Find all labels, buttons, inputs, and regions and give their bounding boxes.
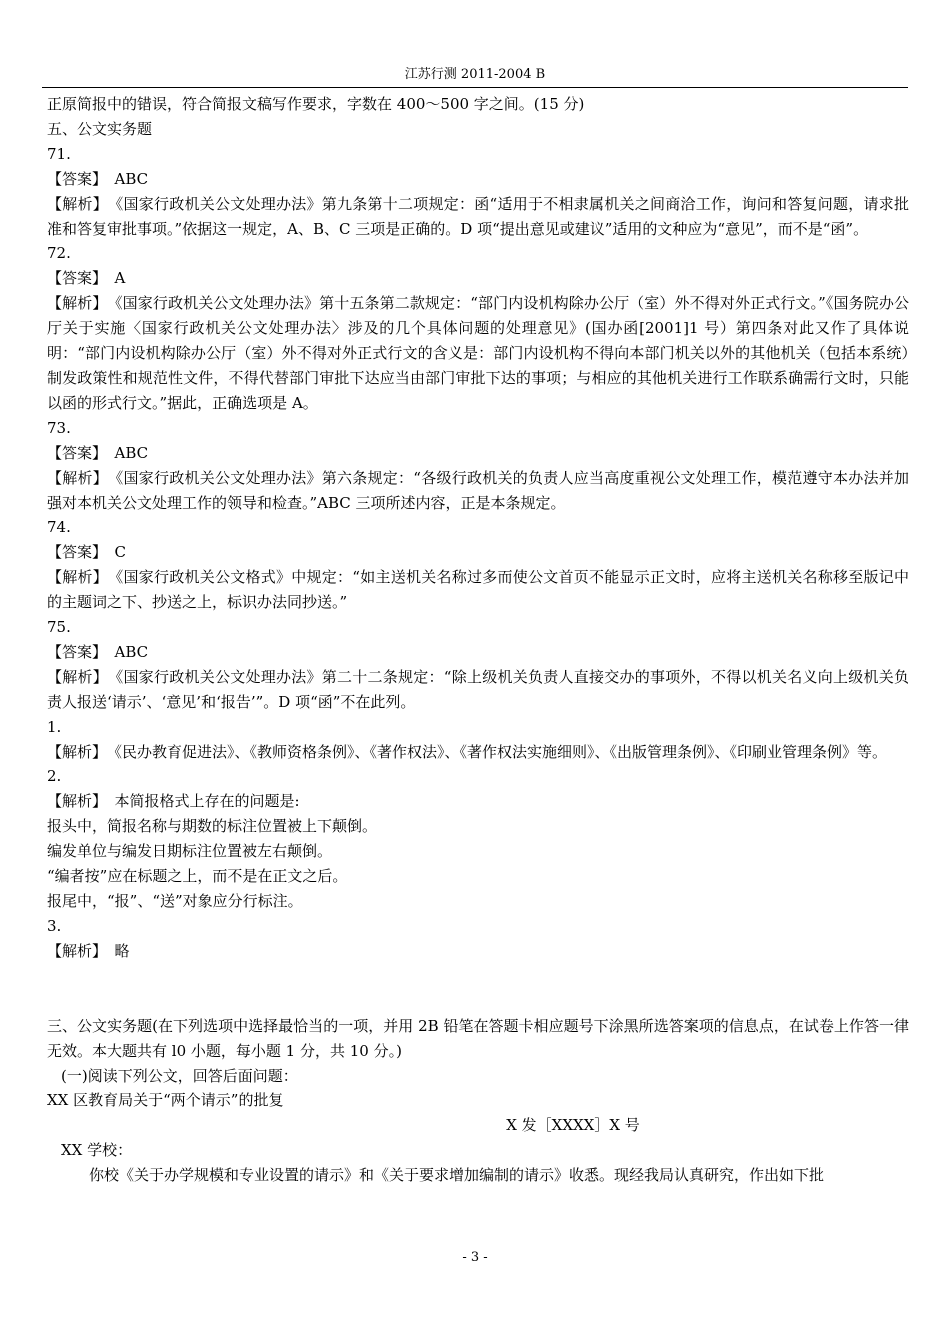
question-number: 1. — [47, 717, 62, 736]
text-line: 正原简报中的错误，符合简报文稿写作要求，字数在 400～500 字之间。(15 分) — [47, 95, 585, 113]
text-line: 编发单位与编发日期标注位置被左右颠倒。 — [47, 842, 333, 861]
text-line: 报尾中，“报”、“送”对象应分行标注。 — [47, 892, 303, 910]
section-heading: 五、公文实务题 — [47, 119, 153, 138]
answer-line: 【答案】 ABC — [47, 443, 149, 462]
analysis-paragraph: 【解析】 《国家行政机关公文格式》中规定：“如主送机关名称过多而使公文首页不能显示正文时，应将主送机关名称移至版记中的主题词之下、抄送之上，标识办法同抄送。” — [47, 568, 909, 612]
analysis-paragraph: 【解析】 《国家行政机关公文处理办法》第十五条第二款规定：“部门内设机构除办公厅（室）外不得对外正式行文。”《国务院办公厅关于实施〈国家行政机关公文处理办法〉涉及的几个具体问题的处理意见》(国办函[2001]1 号）第四条对此又作了具体说明：“部门内设机构除办公厅（室）外不得对外正式行文的含义是：部门内设机构不得向本部门机关以外的其他机关（包括本系统）制发政策性和规范性文件，不得代替部门审批下达应当由部门审批下达的事项；与相应的其他机关进行工作联系确需行文时，只能以函的形式行文。”据此，正确选项是 A。 — [47, 294, 909, 412]
question-number: 3. — [47, 916, 62, 935]
question-number: 73. — [47, 418, 71, 437]
page-body — [47, 92, 909, 1188]
running-header: 江苏行测 2011-2004 B — [404, 67, 546, 82]
document-title: XX 区教育局关于“两个请示”的批复 — [47, 1091, 284, 1110]
question-number: 74. — [47, 518, 71, 537]
text-line: “编者按”应在标题之上，而不是在正文之后。 — [47, 867, 348, 886]
section-intro: 三、公文实务题(在下列选项中选择最恰当的一项，并用 2B 铅笔在答题卡相应题号下涂黑所选答案项的信息点，在试卷上作答一律无效。本大题共有 l0 小题，每小题 1 分，共 10 分。) — [47, 1016, 909, 1060]
question-number: 72. — [47, 244, 71, 263]
question-number: 71. — [47, 144, 71, 163]
question-number: 2. — [47, 767, 62, 786]
analysis-paragraph: 【解析】 《国家行政机关公文处理办法》第二十二条规定：“除上级机关负责人直接交办的事项外，不得以机关名义向上级机关负责人报送‘请示’、‘意见’和‘报告’”。D 项“函”不在此列。 — [47, 667, 909, 711]
analysis-paragraph: 【解析】 《民办教育促进法》、《教师资格条例》、《著作权法》、《著作权法实施细则》、《出版管理条例》、《印刷业管理条例》等。 — [47, 742, 888, 761]
header-rule — [42, 87, 908, 88]
answer-line: 【答案】 C — [47, 543, 126, 562]
analysis-paragraph: 【解析】 《国家行政机关公文处理办法》第九条第十二项规定：函“适用于不相隶属机关之间商洽工作，询问和答复问题，请求批准和答复审批事项。”依据这一规定，A、B、C 三项是正确的。D 项“提出意见或建议”适用的文种应为“意见”，而不是“函”。 — [47, 194, 909, 238]
page-number: - 3 - — [462, 1250, 488, 1265]
document-recipient: XX 学校： — [61, 1141, 133, 1160]
document-number: X 发［XXXX］X 号 — [506, 1116, 640, 1135]
analysis-paragraph: 【解析】 本简报格式上存在的问题是: — [47, 792, 300, 811]
subsection-heading: (一)阅读下列公文，回答后面问题： — [61, 1066, 298, 1085]
answer-line: 【答案】 A — [47, 269, 126, 288]
analysis-paragraph: 【解析】 略 — [47, 941, 130, 960]
text-line: 报头中，简报名称与期数的标注位置被上下颠倒。 — [47, 817, 378, 836]
document-body: 你校《关于办学规模和专业设置的请示》和《关于要求增加编制的请示》收悉。现经我局认真研究，作出如下批 — [89, 1166, 825, 1185]
answer-line: 【答案】 ABC — [47, 169, 149, 188]
question-number: 75. — [47, 618, 71, 637]
spacer — [47, 964, 909, 1014]
answer-line: 【答案】 ABC — [47, 642, 149, 661]
analysis-paragraph: 【解析】 《国家行政机关公文处理办法》第六条规定：“各级行政机关的负责人应当高度重视公文处理工作，模范遵守本办法并加强对本机关公文处理工作的领导和检查。”ABC 三项所述内容，正是本条规定。 — [47, 468, 909, 512]
